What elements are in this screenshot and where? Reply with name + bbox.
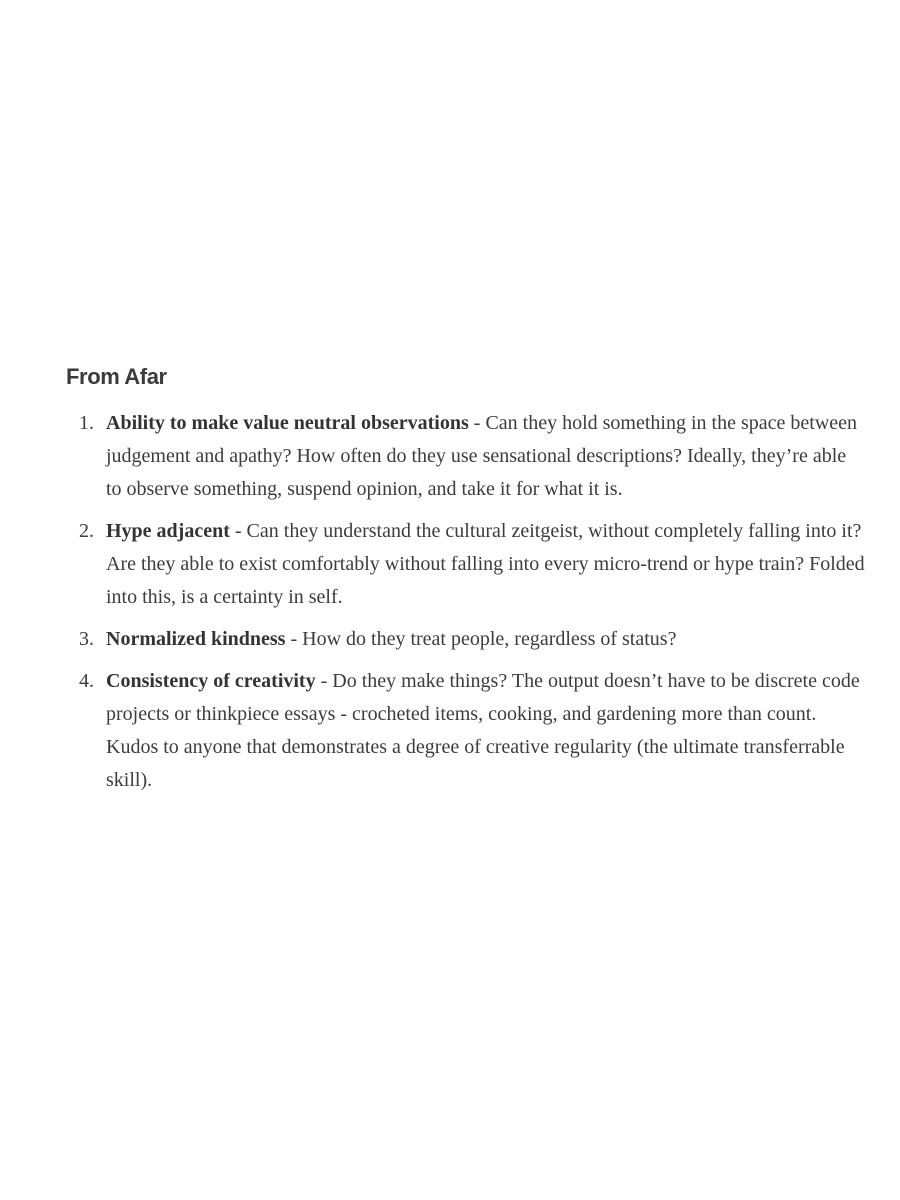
list-item-term: Consistency of creativity (106, 670, 316, 692)
list-item-text: - Can they hold something in the space between judgement and apathy? How often do they use sensational descriptions? Ideally, they’re able to observe something, suspend opinion, and take it for what it is. (106, 412, 858, 500)
list-item-text: - How do they treat people, regardless of status? (285, 628, 677, 650)
list-item-number: 1. (79, 412, 94, 434)
list-item-text: - Can they understand the cultural zeitgeist, without completely falling into it? Are they able to exist comfortably without falling into every micro-trend or hype train? Folded into this, is a certainty in self. (106, 520, 865, 608)
list-item-term: Hype adjacent (106, 520, 230, 542)
list-item-number: 4. (79, 670, 94, 692)
list-item-number: 2. (79, 520, 94, 542)
list-item-text: - Do they make things? The output doesn’t have to be discrete code projects or thinkpiece essays - crocheted items, cooking, and gardening more than count. Kudos to anyone that demonstrates a degree of creative regularity (the ultimate transferrable skill). (106, 670, 860, 791)
article-section (66, 362, 866, 806)
list-item-term: Ability to make value neutral observations (106, 412, 469, 434)
list-item-number: 3. (79, 628, 94, 650)
criteria-list (66, 407, 866, 797)
list-item-term: Normalized kindness (106, 628, 286, 650)
list-item (66, 515, 866, 614)
section-heading: From Afar (66, 364, 167, 389)
list-item (66, 623, 866, 656)
list-item (66, 665, 866, 797)
list-item (66, 407, 866, 506)
